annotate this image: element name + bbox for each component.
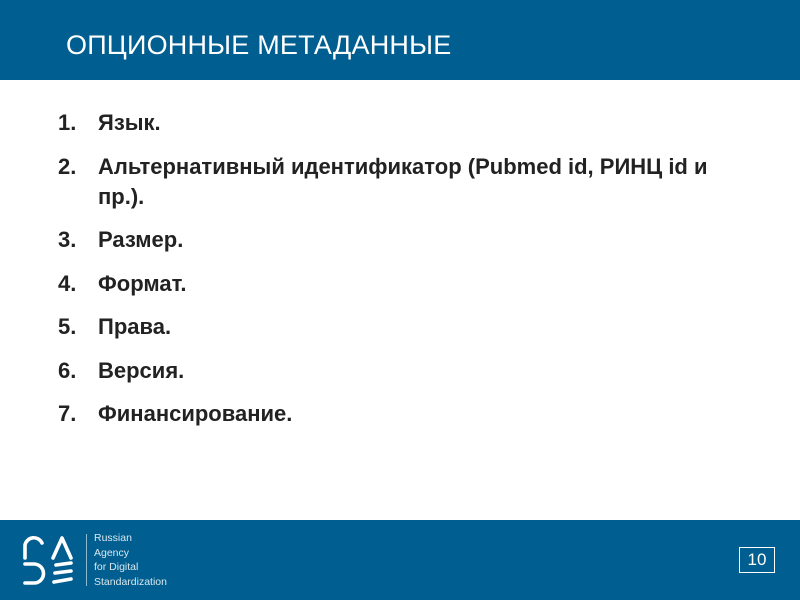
header-bar [0,0,800,80]
logo-wordmark [94,531,167,589]
list-item-number: 6. [58,357,77,383]
logo-text-line: Russian [94,532,132,544]
list-item-text: Версия. [98,357,185,383]
list-item-text: Размер. [98,227,184,252]
list-item [58,269,738,299]
list-item-text: Язык. [98,110,161,135]
slide-title: ОПЦИОННЫЕ МЕТАДАННЫЕ [66,30,452,60]
optional-metadata-list [58,108,738,443]
list-item-text: Формат. [98,270,187,296]
logo-text-line: for Digital [94,561,139,573]
list-item-text: Альтернативный идентификатор (Pubmed id, РИНЦ id и пр.). [98,153,708,209]
list-item [58,108,738,138]
list-item [58,356,738,386]
list-item [58,312,738,342]
list-item [58,399,738,429]
list-item-number: 4. [58,270,77,296]
list-item-number: 7. [58,401,77,426]
page-number: 10 [739,547,775,573]
list-item-text: Права. [98,314,172,339]
rads-logo-icon [20,532,76,588]
logo-text-line: Agency [94,546,130,559]
footer-bar [0,520,800,600]
list-item-number: 5. [58,314,77,339]
list-item-number: 3. [58,227,77,252]
list-item [58,225,738,255]
list-item-text: Финансирование. [98,401,293,426]
list-item-number: 1. [58,110,77,135]
logo-divider [86,534,87,586]
list-item-number: 2. [58,153,77,179]
list-item [58,152,738,212]
logo-text-line: Standardization [94,575,167,588]
